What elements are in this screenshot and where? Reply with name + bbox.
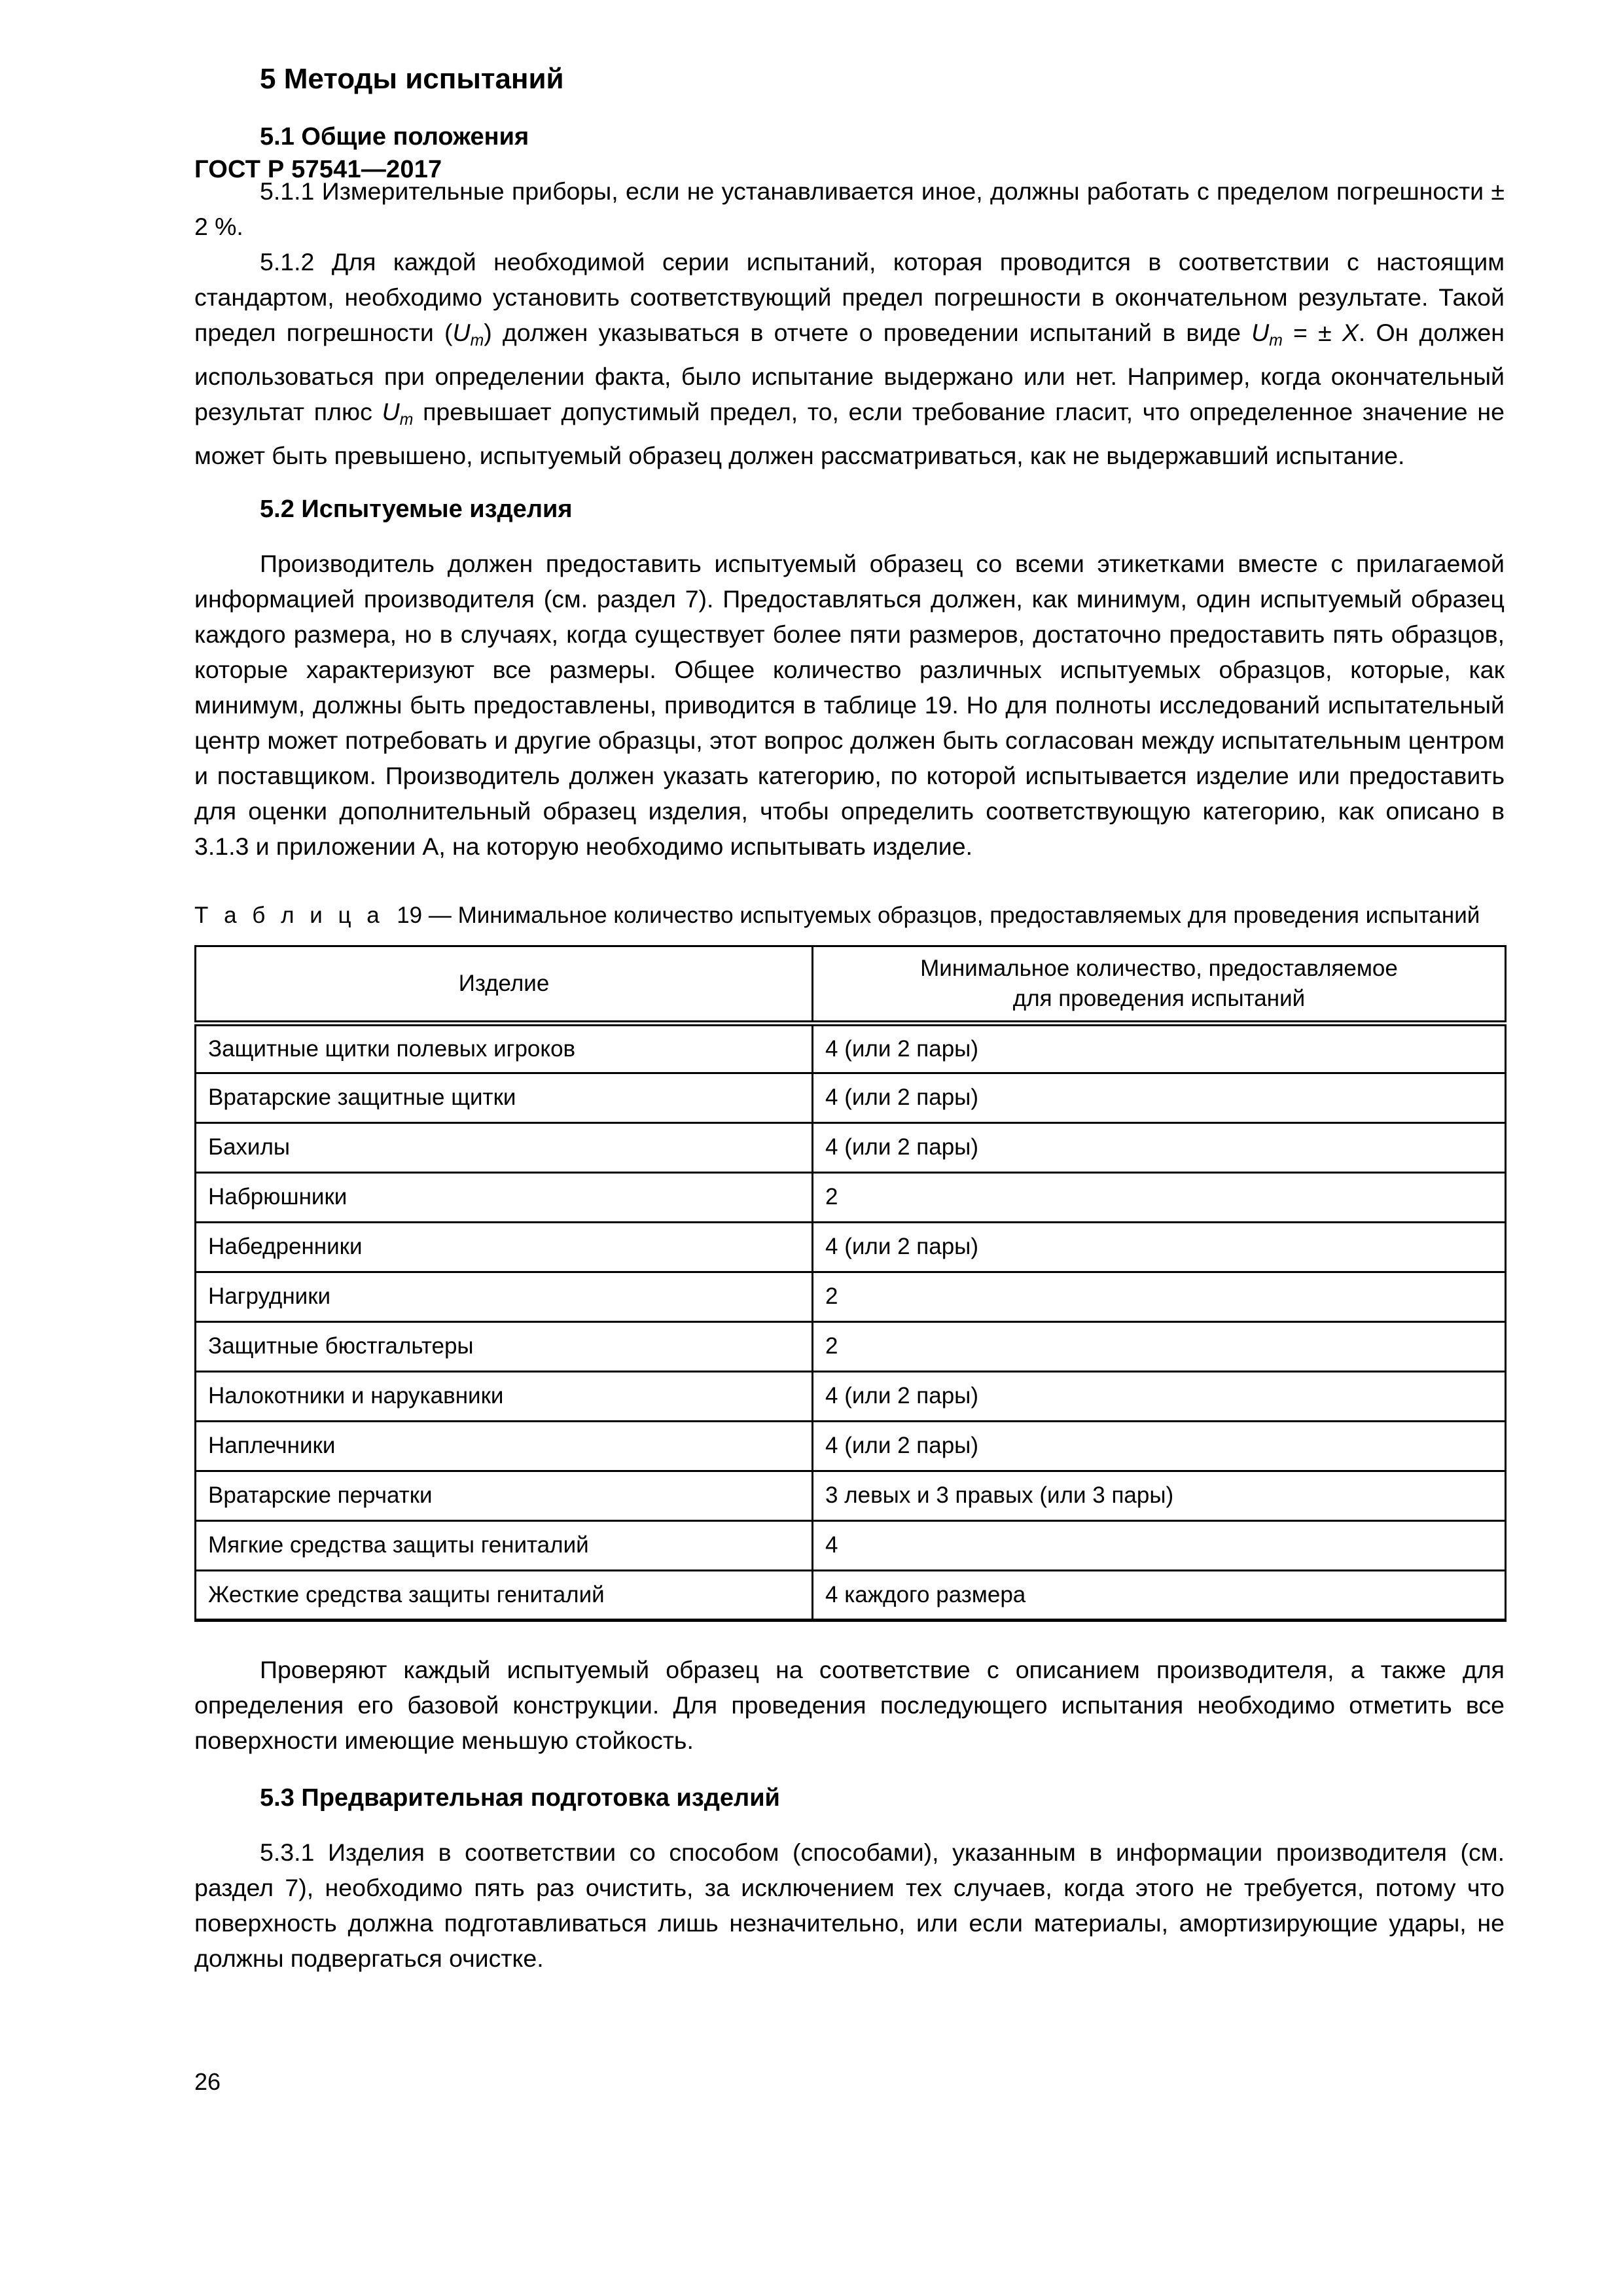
table-cell-item: Наплечники xyxy=(196,1421,813,1471)
section-heading-5-2: 5.2 Испытуемые изделия xyxy=(260,495,573,523)
table-cell-quantity: 4 (или 2 пары) xyxy=(813,1421,1506,1471)
table-cell-quantity: 2 xyxy=(813,1272,1506,1321)
table-cell-item: Мягкие средства защиты гениталий xyxy=(196,1520,813,1570)
table-cell-quantity: 4 (или 2 пары) xyxy=(813,1222,1506,1272)
paragraph-5-1-1: 5.1.1 Измерительные приборы, если не устанавливается иное, должны работать с пределом погрешности ± 2 %. xyxy=(194,177,1505,240)
table-header-quantity xyxy=(813,946,1506,1023)
table-cell-quantity: 4 xyxy=(813,1520,1506,1570)
table-cell-quantity: 4 (или 2 пары) xyxy=(813,1073,1506,1122)
table-cell-quantity: 2 xyxy=(813,1172,1506,1222)
table-row xyxy=(196,1471,1506,1520)
table-row xyxy=(196,1421,1506,1471)
table-header-item: Изделие xyxy=(196,946,813,1023)
table-cell-item: Нагрудники xyxy=(196,1272,813,1321)
table-row xyxy=(196,1073,1506,1122)
table-cell-quantity: 3 левых и 3 правых (или 3 пары) xyxy=(813,1471,1506,1520)
paragraph-5-1-2-part4: превышает допустимый предел, то, если требование гласит, что определенное значение не может быть превышено, испытуемый образец должен рассматриваться, как не выдержавший испытание. xyxy=(194,397,1505,469)
table-cell-quantity: 4 каждого размера xyxy=(813,1570,1506,1620)
table-row xyxy=(196,1122,1506,1172)
table-row xyxy=(196,1172,1506,1222)
table-cell-item: Бахилы xyxy=(196,1122,813,1172)
table-caption-number: 19 xyxy=(397,902,423,928)
table-caption-text: Минимальное количество испытуемых образцов, предоставляемых для проведения испытаний xyxy=(457,902,1480,928)
running-head: ГОСТ Р 57541—2017 xyxy=(194,156,442,183)
table-header-quantity-line2: для проведения испытаний xyxy=(1012,985,1306,1011)
table-cell-item: Жесткие средства защиты гениталий xyxy=(196,1570,813,1620)
table-19-minimum-samples xyxy=(194,945,1507,1622)
table-caption-dash: — xyxy=(428,902,452,928)
table-caption-label: Т а б л и ц а xyxy=(194,902,384,928)
table-cell-item: Защитные бюстгальтеры xyxy=(196,1321,813,1371)
table-cell-quantity: 4 (или 2 пары) xyxy=(813,1371,1506,1421)
table-cell-quantity: 2 xyxy=(813,1321,1506,1371)
table-cell-item: Защитные щитки полевых игроков xyxy=(196,1023,813,1073)
variable-um-1: $U_m$ xyxy=(452,319,484,350)
table-row xyxy=(196,1321,1506,1371)
section-heading-5-1: 5.1 Общие положения xyxy=(260,123,529,151)
table-cell-item: Налокотники и нарукавники xyxy=(196,1371,813,1421)
table-cell-item: Вратарские перчатки xyxy=(196,1471,813,1520)
table-row xyxy=(196,1222,1506,1272)
variable-x: X xyxy=(1342,319,1359,346)
section-heading-5: 5 Методы испытаний xyxy=(260,63,564,95)
paragraph-5-1-2-part2: ) должен указываться в отчете о проведении испытаний в виде xyxy=(484,319,1252,346)
table-cell-item: Вратарские защитные щитки xyxy=(196,1073,813,1122)
table-cell-quantity: 4 (или 2 пары) xyxy=(813,1122,1506,1172)
table-cell-item: Набрюшники xyxy=(196,1172,813,1222)
table-row xyxy=(196,1520,1506,1570)
table-row xyxy=(196,1272,1506,1321)
paragraph-5-3-1: 5.3.1 Изделия в соответствии со способом (способами), указанным в информации производителя (см. раздел 7), необходимо пять раз очистить, за исключением тех случаев, когда этого не требуется, потому что поверхность должна подготавливаться лишь незначительно, или если материалы, амортизирующие удары, не должны подвергаться очистке. xyxy=(194,1838,1505,1972)
paragraph-5-1-2-part3: . Он должен использоваться при определении факта, было испытание выдержано или нет. Например, когда окончательный результат плюс xyxy=(194,319,1505,425)
table-cell-item: Набедренники xyxy=(196,1222,813,1272)
table-row xyxy=(196,1023,1506,1073)
table-row xyxy=(196,1371,1506,1421)
table-body xyxy=(196,1023,1506,1620)
table-header-row xyxy=(196,946,1506,1023)
paragraph-5-1-2-equals: = ± xyxy=(1282,319,1342,346)
paragraph-5-2-2: Проверяют каждый испытуемый образец на соответствие с описанием производителя, а также для определения его базовой конструкции. Для проведения последующего испытания необходимо отметить все поверхности имеющие меньшую стойкость. xyxy=(194,1655,1505,1754)
table-header-quantity-line1: Минимальное количество, предоставляемое xyxy=(920,955,1398,981)
variable-um-3: $U_m$ xyxy=(382,397,414,429)
page-content xyxy=(194,0,1505,1976)
paragraph-5-2-1: Производитель должен предоставить испытуемый образец со всеми этикетками вместе с прилагаемой информацией производителя (см. раздел 7). Предоставляться должен, как минимум, один испытуемый образец каждого размера, но в случаях, когда существует более пяти размеров, достаточно предоставить пять образцов, которые характеризуют все размеры. Общее количество различных испытуемых образцов, которые, как минимум, должны быть предоставлены, приводится в таблице 19. Но для полноты исследований испытательный центр может потребовать и другие образцы, этот вопрос должен быть согласован между испытательным центром и поставщиком. Производитель должен указать категорию, по которой испытывается изделие или предоставить для оценки дополнительный образец изделия, чтобы определить соответствующую категорию, как описано в 3.1.3 и приложении А, на которую необходимо испытывать изделие. xyxy=(194,549,1505,860)
table-19-caption xyxy=(194,901,1505,931)
page-number: 26 xyxy=(194,2068,221,2095)
section-heading-5-3: 5.3 Предварительная подготовка изделий xyxy=(260,1784,780,1812)
table-cell-quantity: 4 (или 2 пары) xyxy=(813,1023,1506,1073)
paragraph-5-1-2-part1: 5.1.2 Для каждой необходимой серии испытаний, которая проводится в соответствии с настоящим стандартом, необходимо установить соответствующий предел погрешности в окончательном результате. Такой предел погрешности ( xyxy=(194,248,1505,346)
table-row xyxy=(196,1570,1506,1620)
paragraph-5-1-2 xyxy=(194,244,1505,473)
variable-um-2: $U_m$ xyxy=(1251,319,1283,350)
